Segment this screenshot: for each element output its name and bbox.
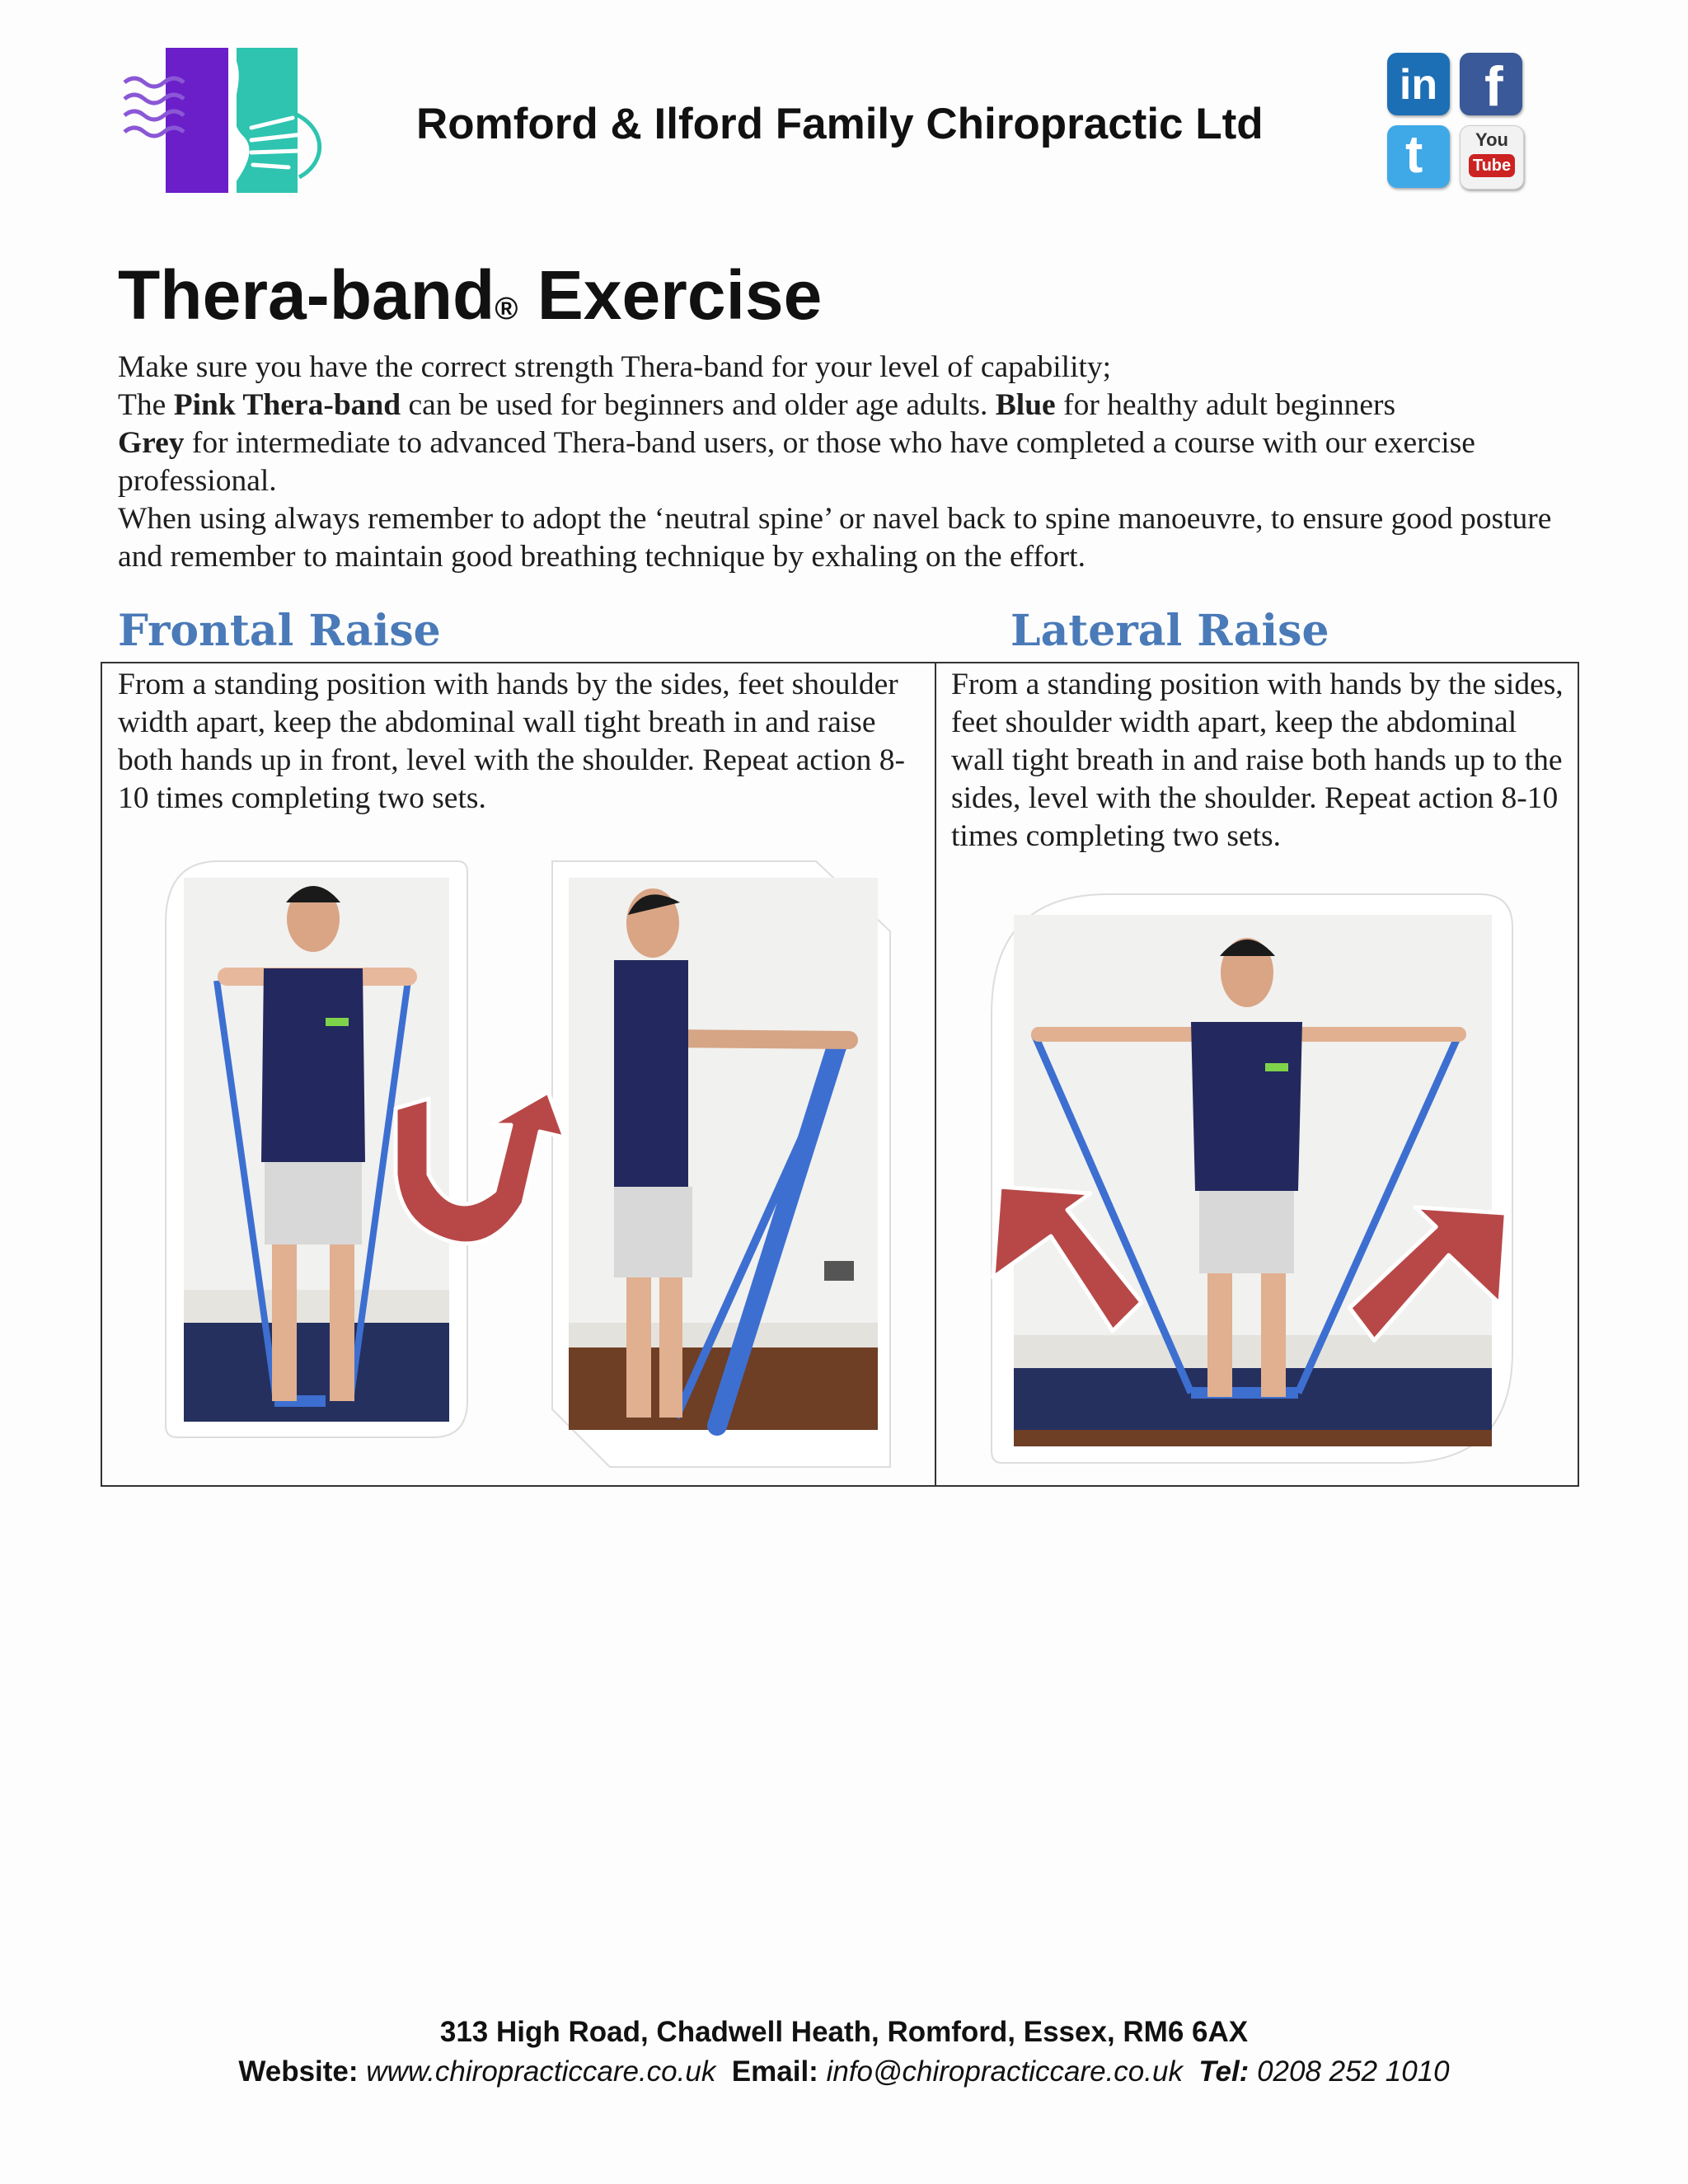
lateral-raise-instructions: From a standing position with hands by the sides, feet shoulder width apart, keep the abdominal wall tight breath in and raise both hands up to the sides, level with the shoulder. Repeat action 8-10 times completing two sets.: [951, 668, 1564, 853]
registered-mark: ®: [495, 292, 518, 326]
website-label: Website:: [238, 2055, 359, 2088]
title-rest: Exercise: [518, 256, 823, 334]
social-links: [1387, 53, 1527, 193]
intro-text-span: for healthy adult beginners: [1055, 388, 1396, 422]
intro-line-2: [118, 387, 1568, 424]
lateral-raise-photo: [985, 890, 1521, 1467]
title-main: Thera-band: [118, 256, 495, 334]
facebook-label: f: [1484, 55, 1503, 115]
intro-text: [118, 349, 1568, 576]
tel-label: Tel:: [1198, 2055, 1250, 2088]
twitter-icon[interactable]: [1387, 125, 1450, 188]
page-title: [118, 255, 822, 335]
intro-text-span: The: [118, 388, 174, 422]
lateral-raise-heading: Lateral Raise: [1010, 606, 1329, 656]
company-logo: [120, 45, 342, 195]
frontal-raise-curved-arrow: [379, 1092, 589, 1253]
footer-contact: [0, 2052, 1688, 2092]
intro-line-1: Make sure you have the correct strength Thera-band for your level of capability;: [118, 350, 1112, 384]
frontal-raise-heading: Frontal Raise: [118, 606, 441, 656]
linkedin-icon[interactable]: [1387, 53, 1450, 115]
grey-band-label: Grey: [118, 426, 185, 460]
footer: [0, 2013, 1688, 2092]
intro-text-span: for intermediate to advanced Thera-band users, or those who have completed a course with our exercise professional.: [118, 426, 1475, 498]
youtube-icon[interactable]: [1460, 125, 1524, 190]
frontal-raise-instructions: From a standing position with hands by the sides, feet shoulder width apart, keep the abdominal wall tight breath in and raise both hands up in front, level with the shoulder. Repeat action 8-10 times completing two sets.: [118, 668, 906, 815]
intro-text-span: can be used for beginners and older age adults.: [401, 388, 996, 422]
footer-address: 313 High Road, Chadwell Heath, Romford, Essex, RM6 6AX: [439, 2016, 1249, 2048]
intro-line-3: [118, 424, 1568, 500]
company-name: Romford & Ilford Family Chiropractic Ltd: [416, 100, 1264, 148]
tel-number[interactable]: 0208 252 1010: [1257, 2055, 1450, 2088]
blue-band-label: Blue: [995, 388, 1056, 422]
website-link[interactable]: www.chiropracticcare.co.uk: [366, 2055, 716, 2088]
table-divider: [935, 662, 936, 1487]
twitter-label: t: [1405, 125, 1423, 184]
youtube-label-top: You: [1475, 129, 1508, 150]
facebook-icon[interactable]: [1460, 53, 1522, 115]
frontal-raise-side-photo: [544, 857, 894, 1471]
intro-line-4: When using always remember to adopt the ‘neutral spine’ or navel back to spine manoeuvre, to ensure good posture and remember to maintain good breathing technique by exhaling on the effort.: [118, 502, 1552, 574]
youtube-label-bottom: Tube: [1469, 154, 1515, 177]
linkedin-label: in: [1399, 61, 1438, 109]
pink-band-label: Pink Thera-band: [173, 388, 401, 422]
email-label: Email:: [731, 2055, 818, 2088]
email-link[interactable]: info@chiropracticcare.co.uk: [826, 2055, 1183, 2088]
